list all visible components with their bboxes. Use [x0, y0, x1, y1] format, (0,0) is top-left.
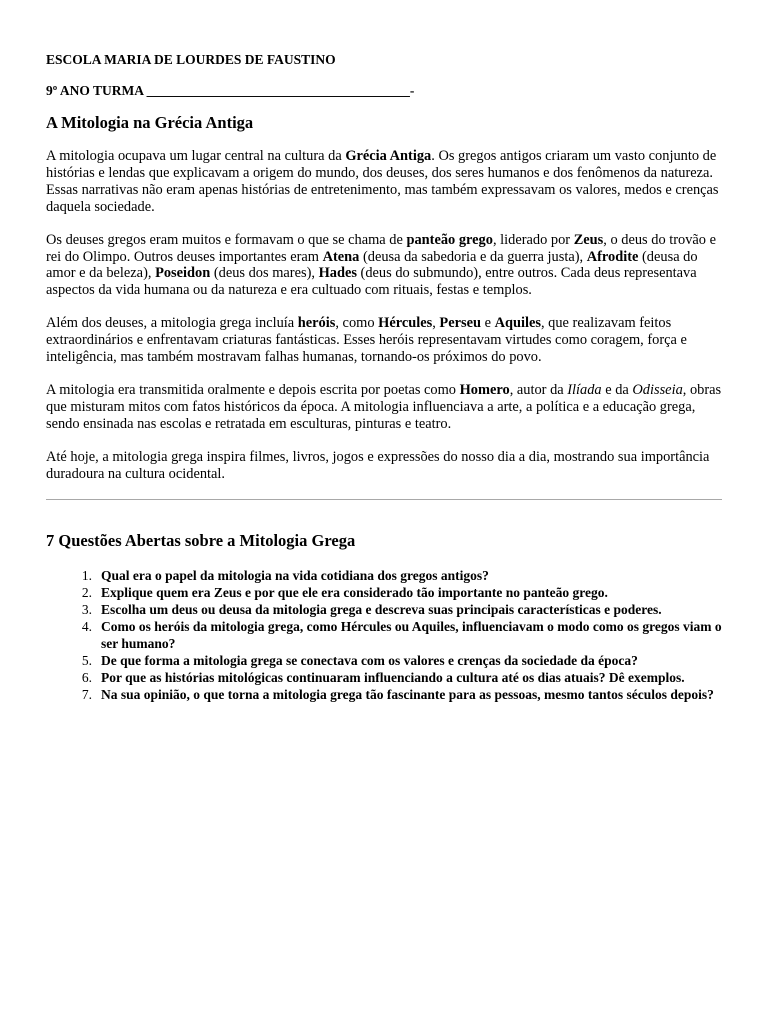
- question-number: 7.: [81, 686, 92, 702]
- question-number: 3.: [81, 601, 92, 617]
- question-item-5: [46, 652, 722, 669]
- bold-term: Aquiles: [494, 315, 541, 332]
- question-text: Qual era o papel da mitologia na vida cotidiana dos gregos antigos?: [101, 567, 489, 583]
- italic-term: Odisseia: [632, 381, 683, 398]
- question-text: Explique quem era Zeus e por que ele era considerado tão importante no panteão grego.: [101, 584, 608, 600]
- paragraph-text: Os deuses gregos eram muitos e formavam o que se chama de: [46, 231, 407, 248]
- bold-term: Afrodite: [586, 248, 639, 265]
- question-number: 4.: [81, 618, 92, 634]
- paragraph-text: (deusa do amor e da beleza),: [46, 248, 698, 282]
- question-item-7: [46, 686, 722, 703]
- bold-term: Zeus: [573, 231, 604, 248]
- paragraph-text: (deus do submundo), entre outros. Cada deus representava aspectos da vida humana ou da natureza e era cultuado com rituais, festas e templos.: [46, 265, 697, 299]
- question-item-6: [46, 669, 722, 686]
- paragraph-text: (deus dos mares),: [210, 265, 319, 282]
- article-body: [46, 148, 722, 483]
- bold-term: heróis: [297, 315, 336, 332]
- question-number: 6.: [81, 669, 92, 685]
- paragraph-2: [46, 232, 722, 300]
- bold-term: Atena: [322, 248, 360, 265]
- paragraph-text: ,: [432, 315, 440, 332]
- bold-term: Homero: [459, 381, 510, 398]
- bold-term: Hades: [318, 265, 357, 282]
- paragraph-text: e: [480, 315, 495, 332]
- question-text: Por que as histórias mitológicas continuaram influenciando a cultura até os dias atuais? Dê exemplos.: [101, 669, 685, 685]
- paragraph-text: . Os gregos antigos criaram um vasto conjunto de histórias e lendas que explicavam a origem do mundo, dos deuses, dos seres humanos e dos fenômenos da natureza. Essas narrativas não eram apenas histórias de entretenimento, mas também expressavam os valores, medos e crenças daquela sociedade.: [46, 148, 719, 215]
- school-name: ESCOLA MARIA DE LOURDES DE FAUSTINO: [46, 52, 336, 67]
- italic-term: Ilíada: [567, 381, 602, 398]
- paragraph-text: Até hoje, a mitologia grega inspira filmes, livros, jogos e expressões do nosso dia a dia, mostrando sua importância duradoura na cultura ocidental.: [46, 448, 710, 482]
- question-item-4: [46, 618, 722, 652]
- questions-list: [46, 567, 722, 703]
- paragraph-4: [46, 382, 722, 433]
- paragraph-text: Além dos deuses, a mitologia grega incluía: [46, 315, 298, 332]
- question-text: Escolha um deus ou deusa da mitologia grega e descreva suas principais características e poderes.: [101, 601, 662, 617]
- question-item-2: [46, 584, 722, 601]
- paragraph-text: , autor da: [509, 381, 568, 398]
- horizontal-divider: [46, 499, 722, 500]
- paragraph-text: , liderado por: [492, 231, 574, 248]
- paragraph-5: [46, 449, 722, 483]
- question-text: De que forma a mitologia grega se conectava com os valores e crenças da sociedade da época?: [101, 652, 638, 668]
- question-text: Na sua opinião, o que torna a mitologia grega tão fascinante para as pessoas, mesmo tantos séculos depois?: [101, 686, 714, 702]
- paragraph-text: (deusa da sabedoria e da guerra justa),: [359, 248, 587, 265]
- paragraph-text: , como: [335, 315, 379, 332]
- question-item-3: [46, 601, 722, 618]
- question-number: 2.: [81, 584, 92, 600]
- paragraph-3: [46, 315, 722, 366]
- paragraph-text: A mitologia era transmitida oralmente e depois escrita por poetas como: [46, 381, 460, 398]
- paragraph-text: , obras que misturam mitos com fatos históricos da época. A mitologia influenciava a arte, a política e a educação grega, sendo ensinada nas escolas e retratada em esculturas, pinturas e teatro.: [46, 381, 722, 432]
- questions-title: 7 Questões Abertas sobre a Mitologia Grega: [46, 530, 356, 550]
- question-item-1: [46, 567, 722, 584]
- question-number: 5.: [81, 652, 92, 668]
- paragraph-text: A mitologia ocupava um lugar central na cultura da: [46, 148, 346, 164]
- bold-term: Grécia Antiga: [345, 148, 432, 164]
- paragraph-1: [46, 148, 722, 216]
- question-text: Como os heróis da mitologia grega, como Hércules ou Aquiles, influenciavam o modo como os gregos viam o ser humano?: [101, 618, 722, 651]
- paragraph-text: , o deus do trovão e rei do Olimpo. Outros deuses importantes eram: [46, 231, 716, 265]
- article-title: A Mitologia na Grécia Antiga: [46, 113, 254, 132]
- paragraph-text: , que realizavam feitos extraordinários e enfrentavam criaturas fantásticas. Esses heróis representavam virtudes como coragem, força e inteligência, mas também mostravam falhas humanas, tornando-os próximos do povo.: [46, 315, 687, 366]
- bold-term: Hércules: [378, 315, 433, 332]
- paragraph-text: e da: [601, 381, 633, 398]
- bold-term: panteão grego: [406, 231, 493, 248]
- bold-term: Poseidon: [155, 265, 211, 282]
- bold-term: Perseu: [439, 315, 481, 332]
- question-number: 1.: [81, 567, 92, 583]
- grade-class-line: 9º ANO TURMA _______________________________________-: [46, 83, 415, 98]
